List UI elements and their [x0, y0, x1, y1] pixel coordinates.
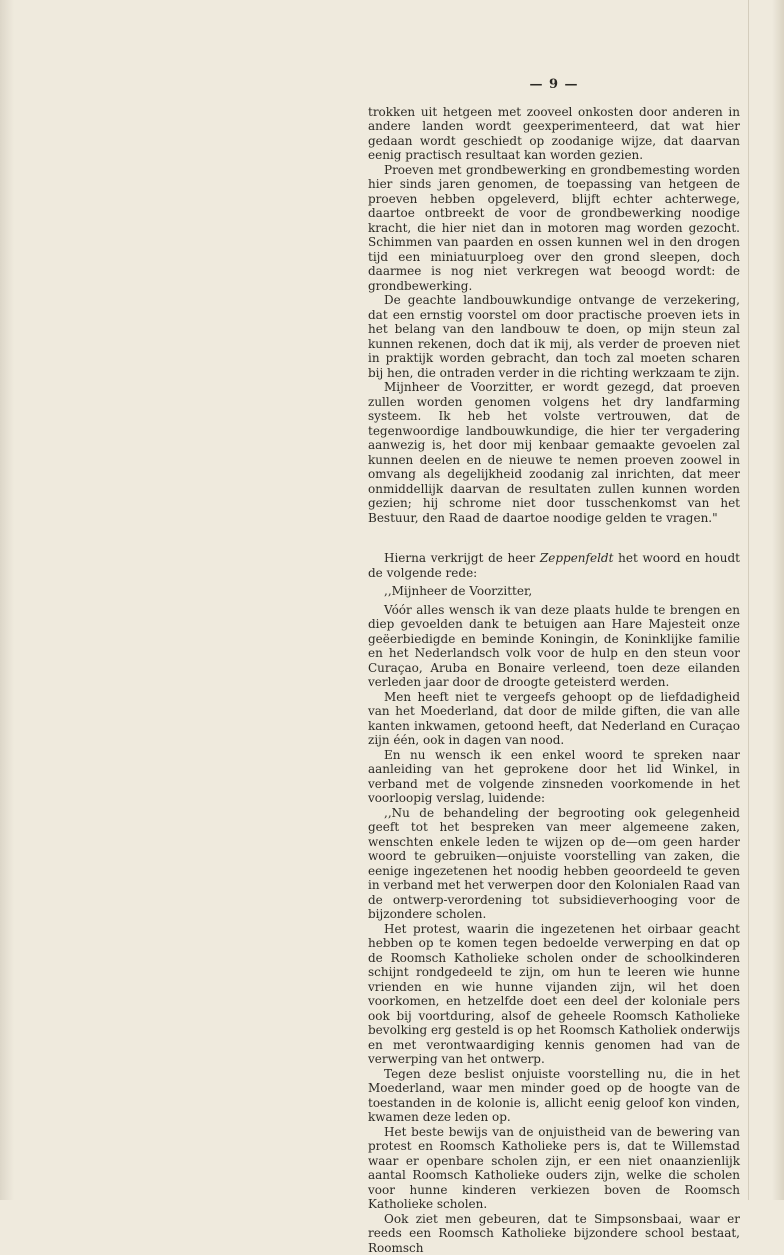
- scan-right-edge: [772, 0, 784, 1200]
- salutation: ,,Mijnheer de Voorzitter,: [368, 584, 740, 599]
- paragraph: Mijnheer de Voorzitter, er wordt gezegd, dat proeven zullen worden genomen volgens het dry landfarming systeem. Ik heb het volste vertrouwen, dat de tegenwoordige landbouwkundige, die hier ter vergadering aanwezig is, het door mij kenbaar gemaakte gevoelen zal kunnen deelen en de nieuwe te nemen proeven zoowel in omvang als degelijkheid zoodanig zal inrichten, dat meer onmiddellijk daarvan de resultaten zullen kunnen worden gezien; hij schrome niet door tusschenkomst van het Bestuur, den Raad de daartoe noodige gelden te vragen.": [368, 380, 740, 525]
- intro-text: Hierna verkrijgt de heer: [384, 551, 540, 565]
- quoted-paragraph: ,,Nu de behandeling der begrooting ook gelegenheid geeft tot het bespreken van meer algemeene zaken, wenschten enkele leden te wijzen op de—om geen harder woord te gebruiken—onjuiste voorstelling van zaken, die eenige ingezetenen het noodig hebben geoordeeld te geven in verband met het verwerpen door den Kolonialen Raad van de ontwerp-verordening tot subsidieverhooging voor de bijzondere scholen.: [368, 806, 740, 922]
- speaker-intro: [368, 551, 740, 580]
- scan-left-edge: [0, 0, 14, 1200]
- paragraph: Proeven met grondbewerking en grondbemesting worden hier sinds jaren genomen, de toepassing van hetgeen de proeven hebben opgeleverd, blijft echter achterwege, daartoe ontbreekt de voor de grondbewerking noodige kracht, die hier niet dan in motoren mag worden gezocht. Schimmen van paarden en ossen kunnen wel in den drogen tijd een miniatuurploeg over den grond sleepen, doch daarmee is nog niet verkregen wat beoogd wordt: de grondbewerking.: [368, 163, 740, 294]
- paragraph: De geachte landbouwkundige ontvange de verzekering, dat een ernstig voorstel om door practische proeven iets in het belang van den landbouw te doen, op mijn steun zal kunnen rekenen, doch dat ik mij, als verder de proeven niet in praktijk worden gebracht, dan toch zal moeten scharen bij hen, die ontraden verder in die richting werkzaam te zijn.: [368, 293, 740, 380]
- paragraph: Ook ziet men gebeuren, dat te Simpsonsbaai, waar er reeds een Roomsch Katholieke bijzondere school bestaat, Roomsch: [368, 1212, 740, 1255]
- page-fold-line: [748, 0, 749, 1200]
- speaker-name: Zeppenfeldt: [540, 551, 614, 565]
- paragraph: Het beste bewijs van de onjuistheid van de bewering van protest en Roomsch Katholieke pers is, dat te Willemstad waar er openbare scholen zijn, er een niet onaanzienlijk aantal Roomsch Katholieke ouders zijn, welke die scholen voor hunne kinderen verkiezen boven de Roomsch Katholieke scholen.: [368, 1125, 740, 1212]
- section-gap: [368, 525, 740, 551]
- paragraph: En nu wensch ik een enkel woord te spreken naar aanleiding van het geprokene door het lid Winkel, in verband met de volgende zinsneden voorkomende in het voorloopig verslag, luidende:: [368, 748, 740, 806]
- page-number: — 9 —: [368, 78, 740, 93]
- paragraph: Vóór alles wensch ik van deze plaats hulde te brengen en diep gevoelden dank te betuigen aan Hare Majesteit onze geëerbiedigde en beminde Koningin, de Koninklijke familie en het Nederlandsch volk voor de hulp en den steun voor Curaçao, Aruba en Bonaire verleend, toen deze eilanden verleden jaar door de droogte geteisterd werden.: [368, 603, 740, 690]
- paragraph: Men heeft niet te vergeefs gehoopt op de liefdadigheid van het Moederland, dat door de milde giften, die van alle kanten inkwamen, getoond heeft, dat Nederland en Curaçao zijn één, ook in dagen van nood.: [368, 690, 740, 748]
- intro-text-end: het woord en houdt de volgende rede:: [368, 551, 740, 580]
- document-page: [368, 78, 740, 1255]
- paragraph: Tegen deze beslist onjuiste voorstelling nu, die in het Moederland, waar men minder goed op de hoogte van de toestanden in de kolonie is, allicht eenig geloof kon vinden, kwamen deze leden op.: [368, 1067, 740, 1125]
- paragraph: Het protest, waarin die ingezetenen het oirbaar geacht hebben op te komen tegen bedoelde verwerping en dat op de Roomsch Katholieke scholen onder de schoolkinderen schijnt rondgedeeld te zijn, om hun te leeren wie hunne vrienden en wie hunne vijanden zijn, wil het doen voorkomen, en hetzelfde doet een deel der koloniale pers ook bij voortduring, alsof de geheele Roomsch Katholieke bevolking erg gesteld is op het Roomsch Katholiek onderwijs en met verontwaardiging kennis genomen had van de verwerping van het ontwerp.: [368, 922, 740, 1067]
- paragraph: trokken uit hetgeen met zooveel onkosten door anderen in andere landen wordt geexperimenteerd, dat wat hier gedaan wordt geschiedt op zoodanige wijze, dat daarvan eenig practisch resultaat kan worden gezien.: [368, 105, 740, 163]
